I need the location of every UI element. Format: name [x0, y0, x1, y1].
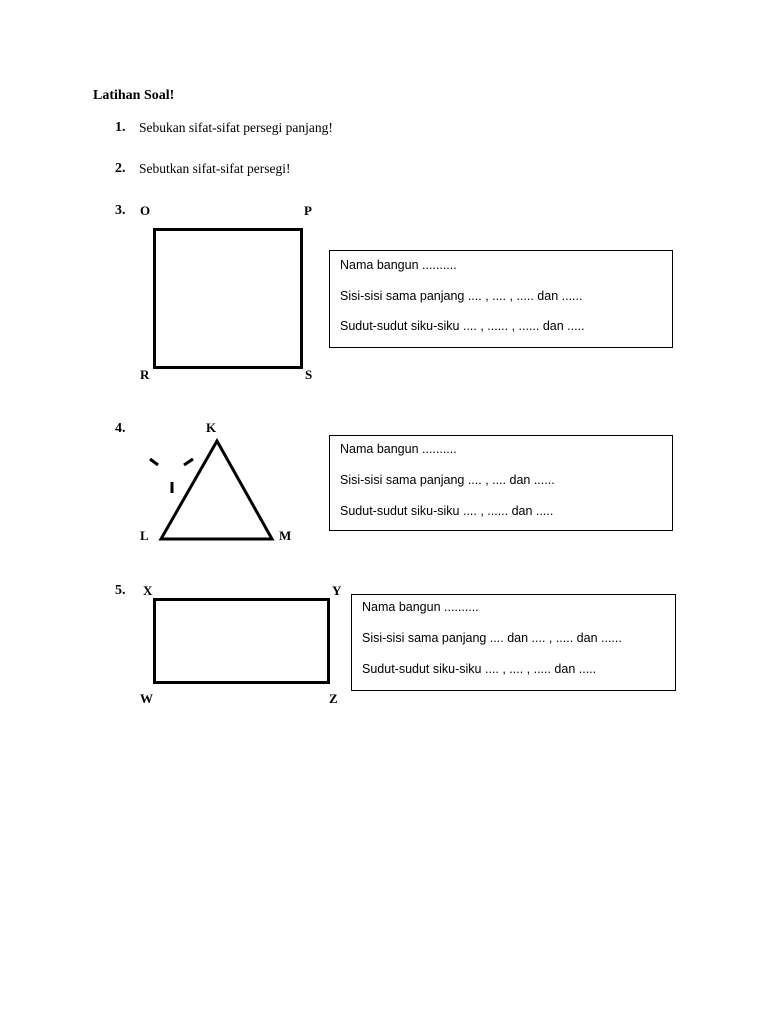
equal-sides-line: Sisi-sisi sama panjang .... dan .... , ..... dan ...... [362, 631, 622, 645]
vertex-label-p: P [304, 203, 312, 218]
question-1-text: Sebukan sifat-sifat persegi panjang! [139, 120, 333, 135]
vertex-label-z: Z [329, 691, 338, 706]
right-angles-line: Sudut-sudut siku-siku .... , .... , ..... dan ..... [362, 662, 597, 676]
vertex-label-m: M [279, 528, 292, 543]
vertex-label-x: X [143, 583, 153, 598]
tick-mark-1 [150, 459, 158, 465]
answer-box-4 [329, 435, 673, 531]
equal-sides-line: Sisi-sisi sama panjang .... , .... , ..... dan ...... [340, 289, 583, 303]
triangle-shape [161, 441, 272, 539]
answer-box-5 [351, 594, 676, 691]
question-4-number: 4. [115, 421, 126, 436]
answer-box-3 [329, 250, 673, 348]
right-angles-line: Sudut-sudut siku-siku .... , ...... dan ..... [340, 504, 554, 518]
vertex-label-r: R [140, 367, 150, 382]
right-angles-line: Sudut-sudut siku-siku .... , ...... , ...... dan ..... [340, 319, 585, 333]
equal-sides-line: Sisi-sisi sama panjang .... , .... dan ...... [340, 473, 555, 487]
vertex-label-y: Y [332, 583, 342, 598]
question-1-number: 1. [115, 120, 126, 135]
vertex-label-o: O [140, 203, 151, 218]
question-3-number: 3. [115, 203, 126, 218]
square-shape [155, 230, 302, 368]
question-2-text: Sebutkan sifat-sifat persegi! [139, 161, 291, 176]
page-title: Latihan Soal! [93, 88, 175, 103]
rectangle-shape [155, 600, 329, 683]
shape-name-line: Nama bangun .......... [362, 600, 479, 614]
vertex-label-s: S [305, 367, 313, 382]
vertex-label-l: L [140, 528, 149, 543]
vertex-label-w: W [140, 691, 153, 706]
shape-name-line: Nama bangun .......... [340, 258, 457, 272]
vertex-label-k: K [206, 420, 217, 435]
question-2-number: 2. [115, 161, 126, 176]
question-5-number: 5. [115, 583, 126, 598]
shape-name-line: Nama bangun .......... [340, 442, 457, 456]
tick-mark-2 [184, 459, 193, 465]
